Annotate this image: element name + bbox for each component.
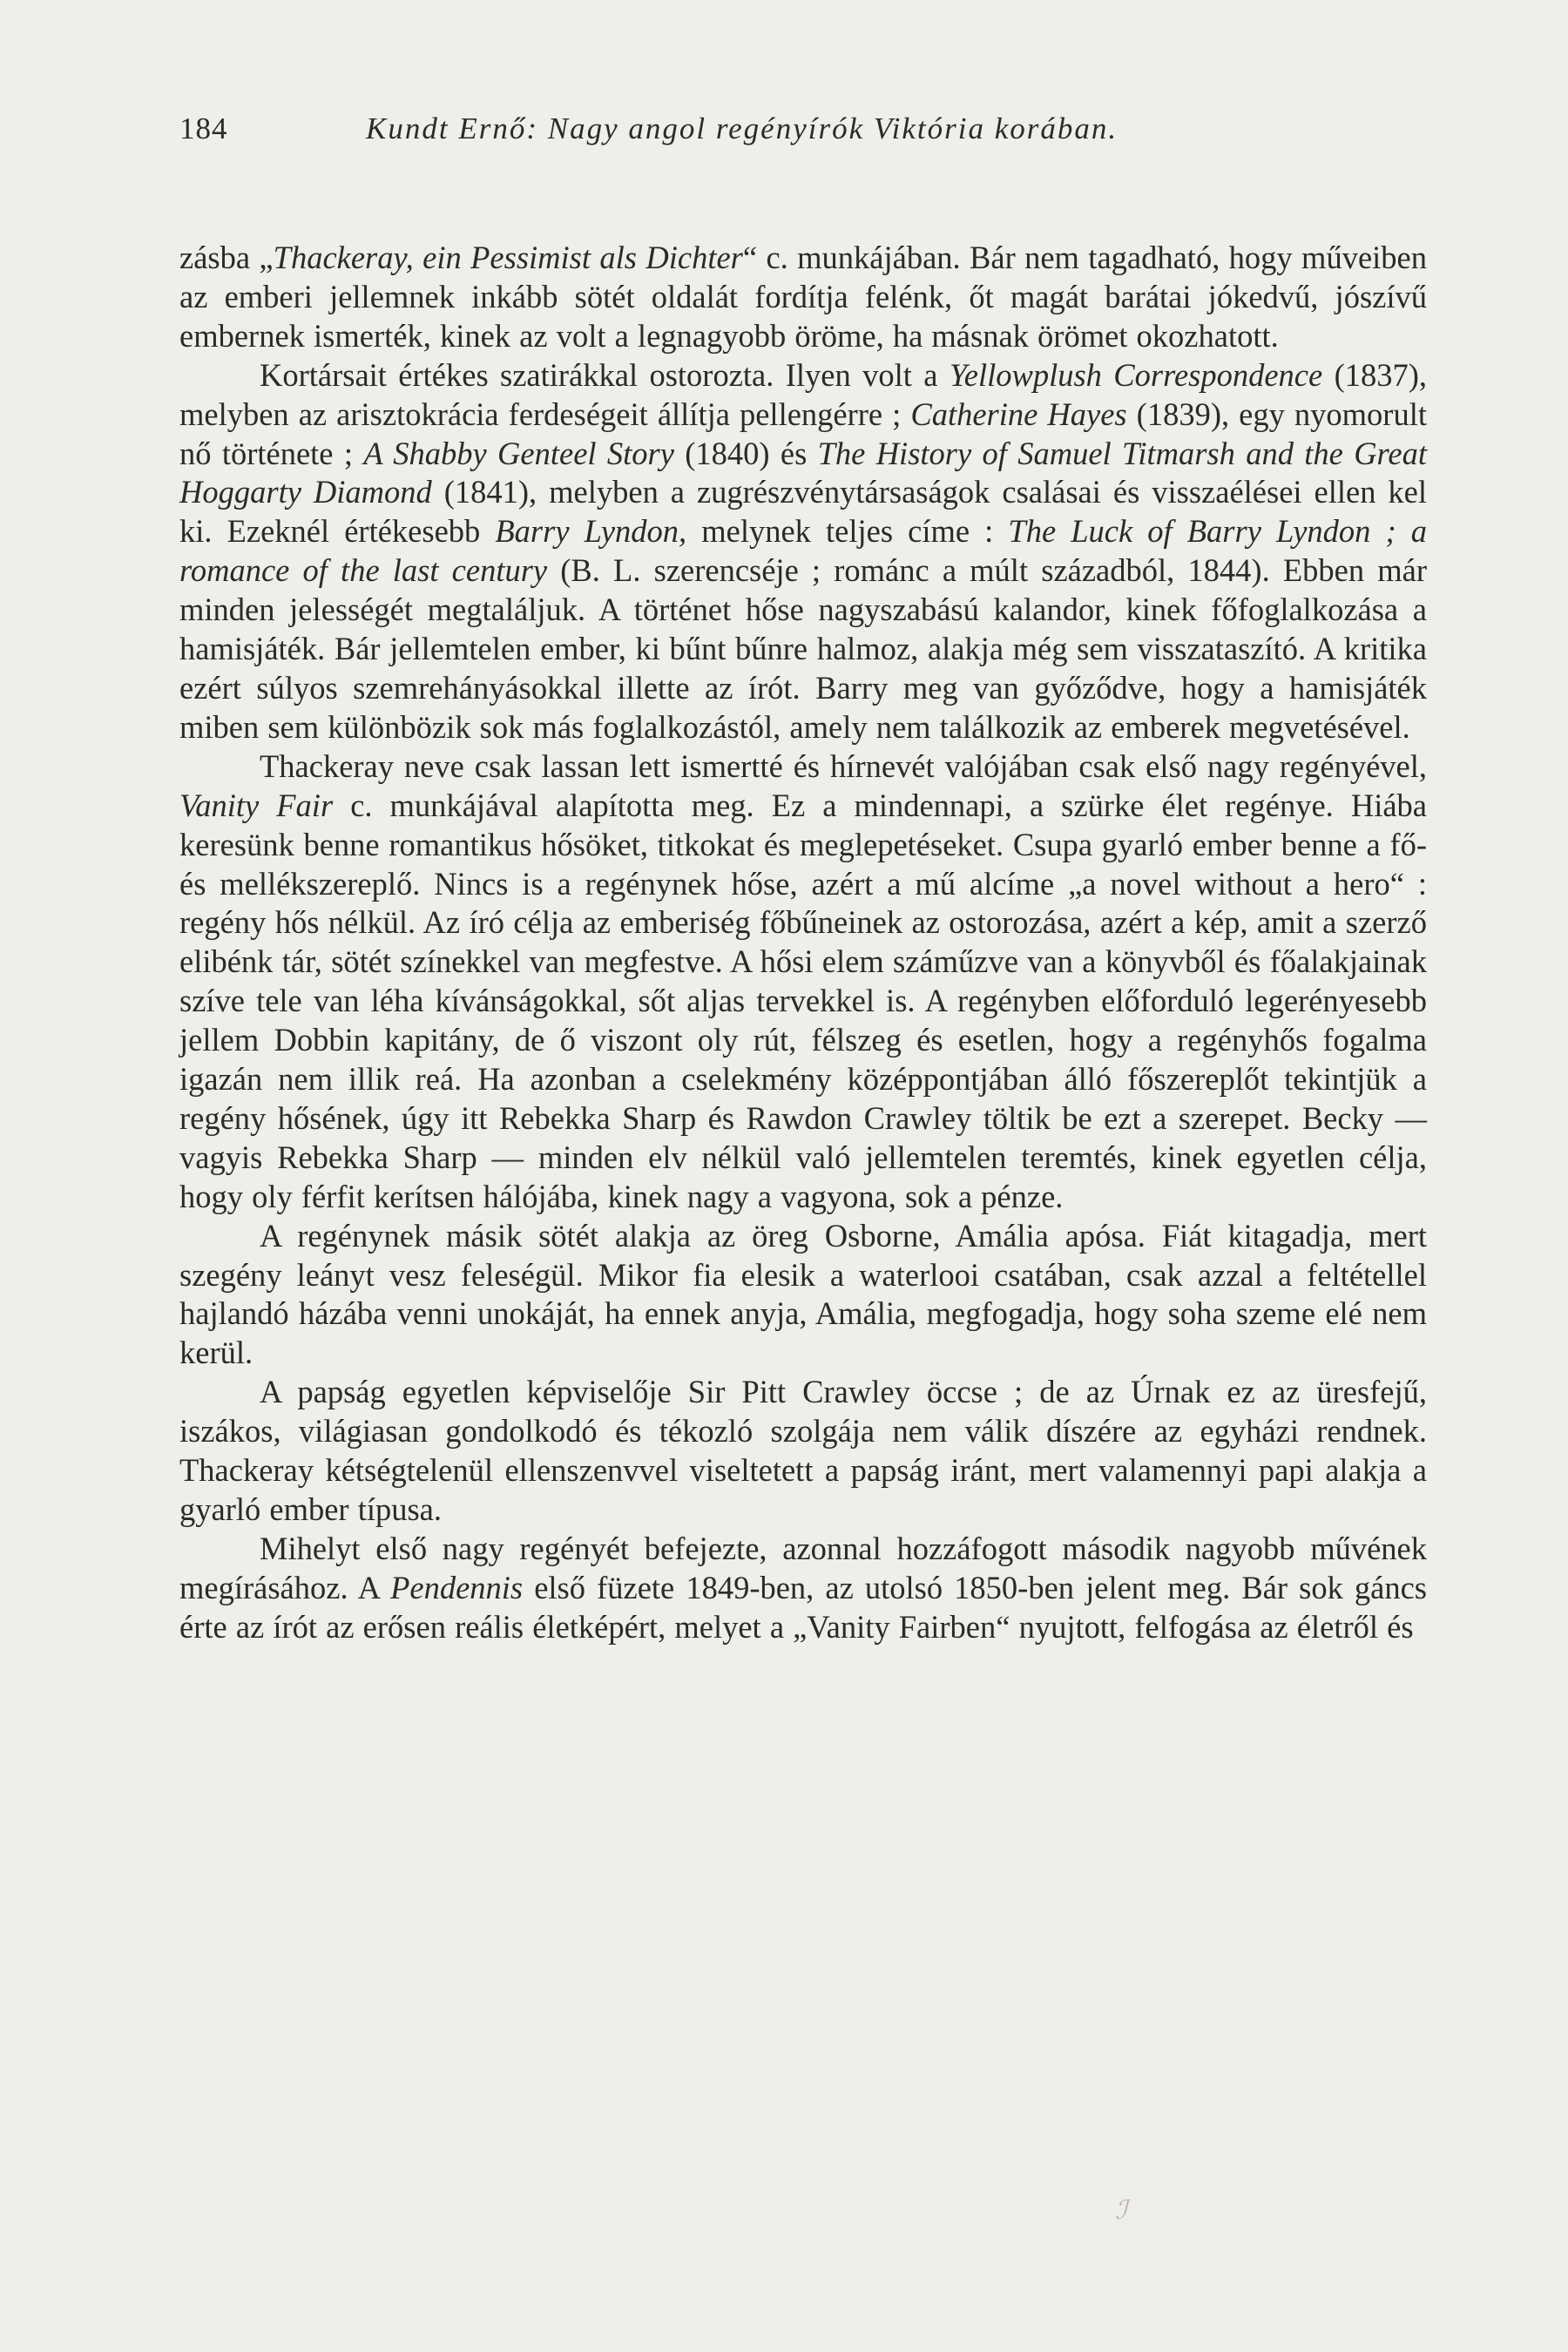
italic-title: Vanity Fair [179,787,334,823]
italic-title: Barry Lyndon, [495,513,687,550]
italic-title: Yellowplush Correspondence [949,356,1323,393]
text-run: (B. L. szerencséje ; románc a múlt századból, 1844). Ebben már minden jelességét megtaláljuk. A történet hőse nagyszabású kalandor, kinek főfoglalkozása a hamisjáték. Bár jellemtelen ember, ki bűnt bűnre halmoz, alakja még sem visszataszító. A kritika ezért súlyos szemrehányásokkal illette az írót. Barry meg van győződve, hogy a hamisjáték miben sem különbözik sok más foglalkozástól, amely nem találkozik az emberek megvetésével. [179,552,1427,745]
italic-title: Catherine Hayes [910,395,1127,432]
text-run: melynek teljes címe : [686,513,1009,550]
paragraph [179,239,1427,356]
text-run: A regénynek másik sötét alakja az öreg Osborne, Amália apósa. Fiát kitagadja, mert szegény leányt vesz feleségül. Mikor fia elesik a waterlooi csatában, csak azzal a feltétellel hajlandó házába venni unokáját, ha ennek anyja, Amália, megfogadja, hogy soha szeme elé nem kerül. [179,1217,1427,1371]
page-header [179,112,1399,153]
text-run: (1841), melyben a zugrészvénytársaságok csalásai és visszaélései ellen kel ki. Ezeknél értékesebb [179,474,1428,550]
text-run: (1839), egy nyomorult nő története ; [179,395,1427,471]
text-run: Mihelyt első nagy regényét befejezte, azonnal hozzáfogott második nagyobb művének megírásához. A [179,1530,1427,1605]
italic-title: The History of Samuel Titmarsh and the Great Hoggarty Diamond [179,435,1427,510]
text-run: Kortársait értékes szatirákkal ostorozta. Ilyen volt a [260,356,950,393]
page-number: 184 [179,112,228,145]
text-run: A papság egyetlen képviselője Sir Pitt Crawley öccse ; de az Úrnak ez az üresfejű, iszákos, világiasan gondolkodó és tékozló szolgája nem válik díszére az egyházi rendnek. Thackeray kétségtelenül ellenszenvvel viseltetett a papság iránt, mert valamennyi papi alakja a gyarló ember típusa. [179,1374,1427,1527]
paragraph [179,1217,1427,1374]
text-run: (1840) és [673,435,818,471]
italic-title: A Shabby Genteel Story [363,435,674,471]
text-run: első füzete 1849-ben, az utolsó 1850-ben jelent meg. Bár sok gáncs érte az írót az erősen reális életképért, melyet a „Vanity Fairben“ nyujtott, felfogása az életről és [179,1569,1428,1645]
paragraph [179,747,1427,1217]
paragraph [179,356,1427,747]
italic-title: Thackeray, ein Pessimist als Dichter [273,240,743,275]
running-head: Kundt Ernő: Nagy angol regényírók Viktória korában. [366,112,1119,145]
stray-mark: ℐ [1115,2196,1128,2225]
text-run: zásba „ [179,240,274,275]
italic-title: Pendennis [390,1569,524,1605]
text-run: “ c. munkájában. Bár nem tagadható, hogy műveiben az emberi jellemnek inkább sötét oldalát fordítja felénk, őt magát barátai jókedvű, jószívű embernek ismerték, kinek az volt a legnagyobb öröme, ha másnak örömet okozhatott. [179,240,1427,354]
text-run: Thackeray neve csak lassan lett ismertté és hírnevét valójában csak első nagy regényével, [260,747,1427,784]
body-text [179,239,1427,1647]
text-run: c. munkájával alapította meg. Ez a mindennapi, a szürke élet regénye. Hiába keresünk benne romantikus hősöket, titkokat és meglepetéseket. Csupa gyarló ember benne a fő- és mellékszereplő. Nincs is a regénynek hőse, azért a mű alcíme „a novel without a hero“ : regény hős nélkül. Az író célja az emberiség főbűneinek az ostorozása, azért a kép, amit a szerző elibénk tár, sötét színekkel van megfestve. A hősi elem száműzve van a könyvből és főalakjainak szíve tele van léha kívánságokkal, sőt aljas tervekkel is. A regényben előforduló legerényesebb jellem Dobbin kapitány, de ő viszont oly rút, félszeg és esetlen, hogy a regényhős fogalma igazán nem illik reá. Ha azonban a cselekmény középpontjában álló főszereplőt tekintjük a regény hősének, úgy itt Rebekka Sharp és Rawdon Crawley töltik be ezt a szerepet. Becky — vagyis Rebekka Sharp — minden elv nélkül való jellemtelen teremtés, kinek egyetlen célja, hogy oly férfit kerítsen hálójába, kinek nagy a vagyona, sok a pénze. [179,787,1427,1214]
paragraph [179,1530,1427,1647]
paragraph [179,1373,1427,1530]
italic-title: The Luck of Barry Lyndon ; a romance of the last century [179,513,1427,589]
text-run: (1837), melyben az arisztokrácia ferdeségeit állítja pellengérre ; [179,356,1427,432]
